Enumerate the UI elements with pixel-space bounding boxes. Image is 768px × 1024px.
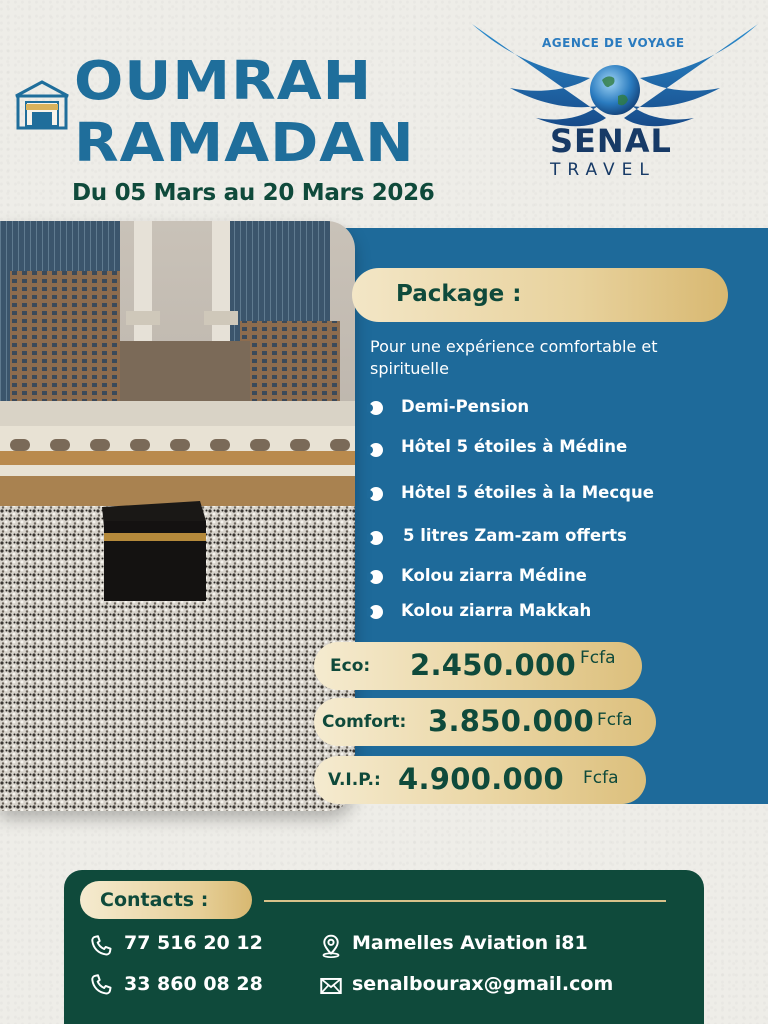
phone-icon [88, 972, 114, 998]
price-label-eco: Eco: [330, 656, 371, 676]
feature-item: Kolou ziarra Makkah [401, 601, 592, 620]
brand-tagline: AGENCE DE VOYAGE [542, 36, 685, 50]
bullet-icon [369, 487, 383, 501]
price-label-comfort: Comfort: [322, 712, 407, 732]
price-amount-eco: 2.450.000 [410, 648, 576, 682]
divider [264, 900, 666, 902]
title-line-1: OUMRAH [74, 49, 373, 112]
title-line-2: RAMADAN [74, 111, 415, 174]
contacts-title: Contacts : [100, 889, 209, 911]
feature-item: 5 litres Zam-zam offerts [403, 526, 627, 545]
location-pin-icon [318, 933, 344, 959]
bullet-icon [369, 570, 383, 584]
brand-name: SENAL [550, 122, 672, 160]
envelope-icon [318, 973, 344, 999]
makkah-photo [0, 221, 355, 811]
feature-item: Demi-Pension [401, 397, 530, 416]
feature-item: Kolou ziarra Médine [401, 566, 587, 585]
bullet-icon [369, 443, 383, 457]
price-currency-comfort: Fcfa [597, 710, 633, 730]
email-link[interactable]: senalbourax@gmail.com [352, 973, 614, 995]
price-currency-eco: Fcfa [580, 648, 616, 668]
phone-link-1[interactable]: 77 516 20 12 [124, 932, 263, 954]
bullet-icon [369, 531, 383, 545]
phone-icon [88, 933, 114, 959]
feature-item: Hôtel 5 étoiles à la Mecque [401, 483, 654, 502]
phone-link-2[interactable]: 33 860 08 28 [124, 973, 263, 995]
feature-item: Hôtel 5 étoiles à Médine [401, 437, 628, 456]
address-text: Mamelles Aviation i81 [352, 932, 588, 954]
price-label-vip: V.I.P.: [328, 770, 381, 790]
bullet-icon [369, 401, 383, 415]
price-amount-comfort: 3.850.000 [428, 704, 594, 738]
date-range: Du 05 Mars au 20 Mars 2026 [72, 180, 435, 206]
price-amount-vip: 4.900.000 [398, 762, 564, 796]
bullet-icon [369, 605, 383, 619]
brand-subname: TRAVEL [550, 160, 656, 180]
price-currency-vip: Fcfa [583, 768, 619, 788]
package-title: Package : [396, 281, 522, 307]
brand-logo [470, 18, 760, 188]
package-intro: Pour une expérience comfortable et spirituelle [370, 337, 658, 378]
kaaba-icon [12, 76, 72, 132]
